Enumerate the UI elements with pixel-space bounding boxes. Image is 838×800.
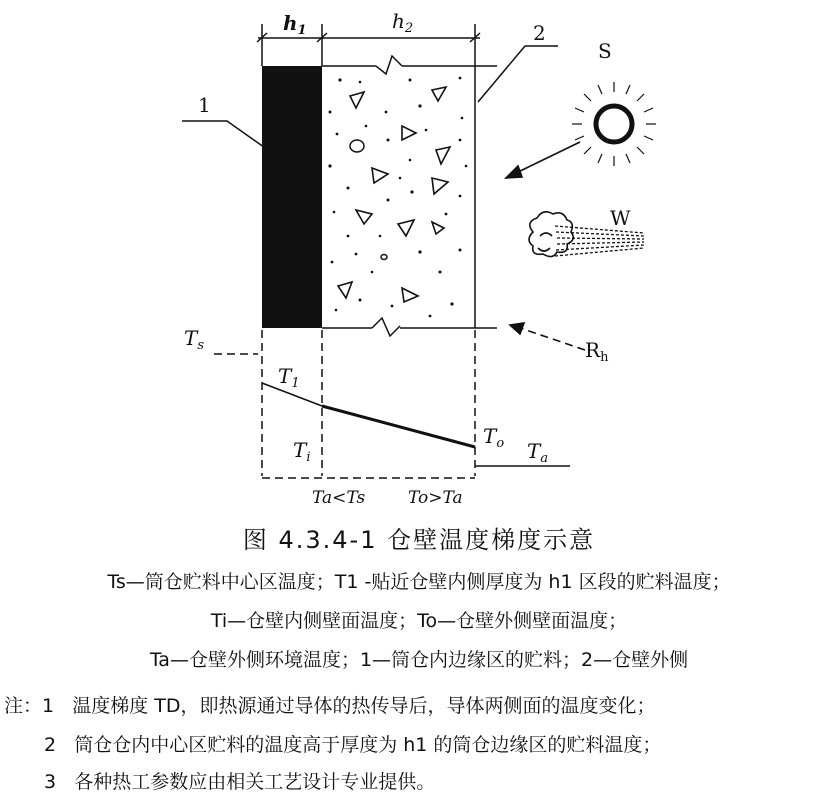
sun-label: S — [598, 39, 612, 63]
sun-arrow — [506, 142, 580, 178]
note-2 — [44, 730, 661, 757]
leader-lines — [182, 46, 558, 150]
sun-icon — [572, 82, 656, 166]
note-2-number: 2 — [44, 734, 57, 756]
label-2: 2 — [533, 21, 546, 45]
legend-line-1: Ts—筒仓贮料中心区温度；T1 -贴近仓壁内侧厚度为 h1 区段的贮料温度； — [107, 571, 731, 593]
rh-arrow — [510, 323, 585, 350]
h1-label: $h_1$ — [283, 11, 307, 38]
note-3 — [44, 767, 435, 794]
ta-label: $T_a$ — [527, 439, 549, 466]
to-label: $T_o$ — [483, 424, 505, 451]
note-3-text: 各种热工参数应由相关工艺设计专业提供。 — [74, 771, 436, 793]
h2-label: $h_2$ — [392, 9, 414, 36]
legend-line-2: Ti—仓壁内侧壁面温度；To—仓壁外侧壁面温度； — [210, 610, 628, 632]
note-1-text: 温度梯度 TD，即热源通过导体的热传导后，导体两侧面的温度变化； — [72, 695, 656, 717]
note-1-number: 注：1 — [4, 695, 55, 717]
label-1: 1 — [198, 93, 211, 117]
aggregate-dots — [328, 77, 467, 318]
ti-label: $T_i$ — [293, 438, 311, 465]
rh-label: $R_h$ — [585, 338, 609, 365]
condition-to-ta: To>Ta — [408, 488, 463, 508]
aggregate-circles — [350, 140, 387, 260]
section-dashed-lines — [214, 330, 475, 478]
t1-label: $T_1$ — [278, 364, 300, 391]
note-1 — [4, 691, 656, 718]
legend-line-3: Ta—仓壁外侧环境温度；1—筒仓内边缘区的贮料；2—仓壁外侧 — [149, 649, 689, 671]
condition-ta-ts: Ta<Ts — [312, 488, 366, 508]
ts-label: $T_s$ — [184, 326, 205, 353]
note-2-text: 筒仓仓内中心区贮料的温度高于厚度为 h1 的筒仓边缘区的贮料温度； — [74, 734, 662, 756]
wind-label: W — [610, 206, 631, 230]
figure-caption: 图 4.3.4-1 仓壁温度梯度示意 — [242, 526, 596, 554]
aggregate-triangles — [338, 87, 450, 302]
inner-material-band — [262, 66, 322, 328]
note-3-number: 3 — [44, 771, 57, 793]
